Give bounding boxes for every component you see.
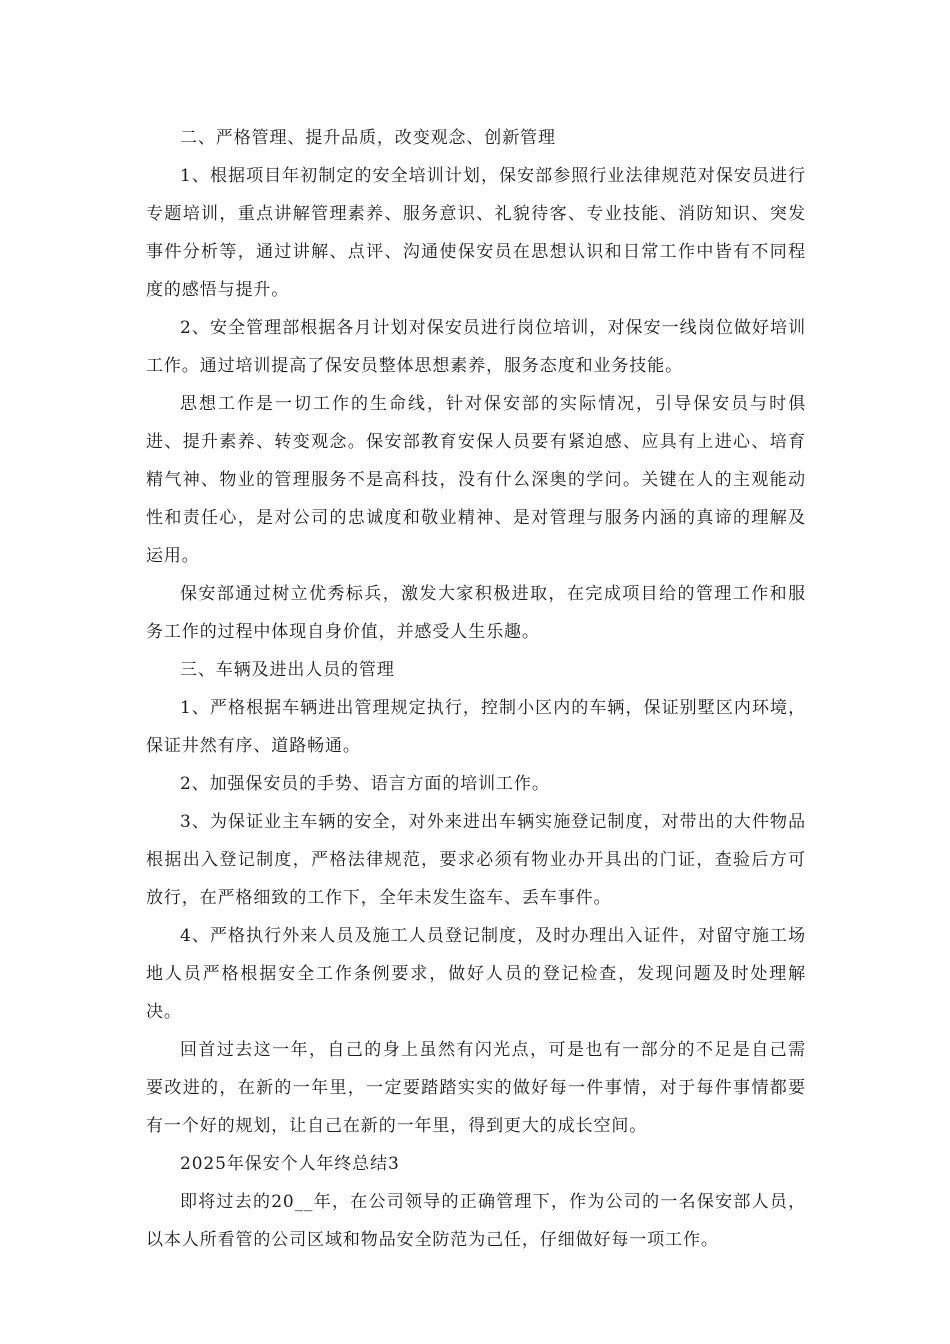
- document-subtitle: 2025年保安个人年终总结3: [180, 1154, 400, 1174]
- paragraph: 3、为保证业主车辆的安全，对外来进出车辆实施登记制度，对带出的大件物品根据出入登记制度，严格法律规范，要求必须有物业办开具出的门证，查验后方可放行，在严格细致的工作下，全年未发生盗车、丢车事件。: [146, 812, 806, 908]
- paragraph: 2、安全管理部根据各月计划对保安员进行岗位培训，对保安一线岗位做好培训工作。通过培训提高了保安员整体思想素养，服务态度和业务技能。: [146, 318, 806, 376]
- paragraph: 思想工作是一切工作的生命线，针对保安部的实际情况，引导保安员与时俱进、提升素养、转变观念。保安部教育安保人员要有紧迫感、应具有上进心、培育精气神、物业的管理服务不是高科技，没有什么深奥的学问。关键在人的主观能动性和责任心，是对公司的忠诚度和敬业精神、是对管理与服务内涵的真谛的理解及运用。: [146, 394, 806, 566]
- paragraph: 即将过去的20__年，在公司领导的正确管理下，作为公司的一名保安部人员，以本人所看管的公司区域和物品安全防范为己任，仔细做好每一项工作。: [146, 1192, 806, 1250]
- paragraph: 4、严格执行外来人员及施工人员登记制度，及时办理出入证件，对留守施工场地人员严格根据安全工作条例要求，做好人员的登记检查，发现问题及时处理解决。: [146, 926, 806, 1022]
- paragraph: 保安部通过树立优秀标兵，激发大家积极进取，在完成项目给的管理工作和服务工作的过程中体现自身价值，并感受人生乐趣。: [146, 584, 806, 642]
- document-body: [146, 119, 806, 1259]
- paragraph: 回首过去这一年，自己的身上虽然有闪光点，可是也有一部分的不足是自己需要改进的，在新的一年里，一定要踏踏实实的做好每一件事情，对于每件事情都要有一个好的规划，让自己在新的一年里，得到更大的成长空间。: [146, 1040, 806, 1136]
- section-heading-3: 三、车辆及进出人员的管理: [180, 660, 395, 680]
- paragraph: 1、根据项目年初制定的安全培训计划，保安部参照行业法律规范对保安员进行专题培训，重点讲解管理素养、服务意识、礼貌待客、专业技能、消防知识、突发事件分析等，通过讲解、点评、沟通使保安员在思想认识和日常工作中皆有不同程度的感悟与提升。: [146, 166, 806, 300]
- paragraph: 1、严格根据车辆进出管理规定执行，控制小区内的车辆，保证别墅区内环境，保证井然有序、道路畅通。: [146, 698, 806, 756]
- paragraph: 2、加强保安员的手势、语言方面的培训工作。: [180, 774, 550, 794]
- section-heading-2: 二、严格管理、提升品质，改变观念、创新管理: [180, 128, 556, 148]
